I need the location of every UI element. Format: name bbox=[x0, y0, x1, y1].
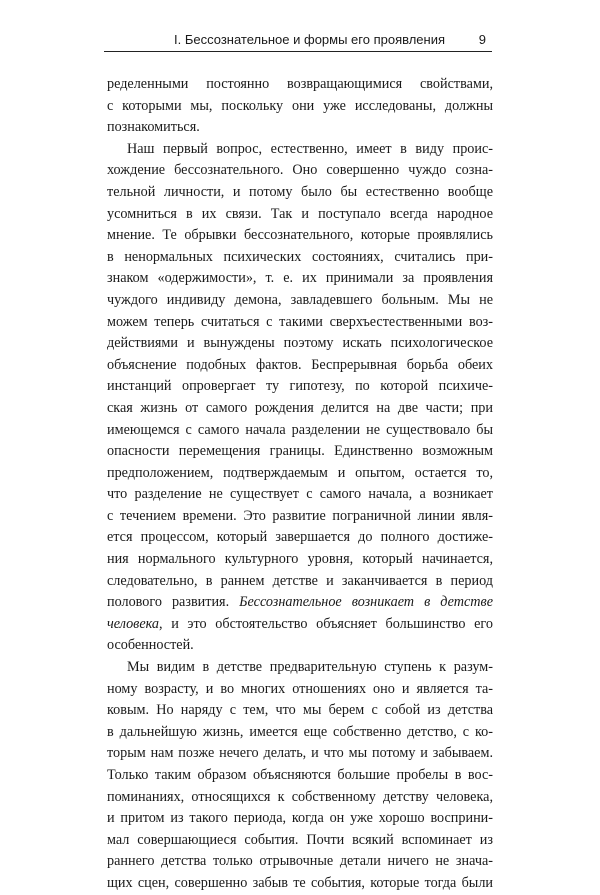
text-line-mixed bbox=[107, 592, 493, 614]
italic-segment: человека bbox=[107, 615, 159, 632]
text-line: ковым. Но наряду с тем, что мы берем с собой из детства bbox=[107, 702, 493, 719]
text-line: особенностей. bbox=[107, 637, 194, 654]
text-line: торым нам позже нечего делать, и что мы потому и забываем. bbox=[107, 745, 493, 762]
text-line: в дальнейшую жизнь, имеется еще собственно детство, с ко- bbox=[107, 723, 493, 740]
text-line: имеющемся с самого начала разделении не существовало бы bbox=[107, 421, 493, 438]
text-line: объяснение подобных фактов. Беспрерывная борьба обеих bbox=[107, 356, 493, 373]
text-line: мал совершающиеся события. Почти всякий вспоминает из bbox=[107, 831, 493, 848]
text-line: усомниться в их связи. Так и поступало всегда народное bbox=[107, 205, 493, 222]
text-line: мнение. Те обрывки бессознательного, которые проявлялись bbox=[107, 227, 493, 244]
text-line: тельной личности, и потому было бы естественно вообще bbox=[107, 183, 493, 200]
text-line: с течением времени. Это развитие пограничной линии явля- bbox=[107, 507, 493, 524]
text-line-mixed bbox=[107, 614, 493, 636]
text-line: ется процессом, который завершается до полного достиже- bbox=[107, 529, 493, 546]
text-line: опасности перемещения границы. Единственно возможным bbox=[107, 443, 493, 460]
text-line: ределенными постоянно возвращающимися свойствами, bbox=[107, 76, 493, 92]
text-line: щих сцен, совершенно забыв те события, которые тогда были bbox=[107, 874, 493, 891]
text-line: можем теперь считаться с такими сверхъестественными воз- bbox=[107, 313, 493, 330]
text-line: хождение бессознательного. Оно совершенно чуждо созна- bbox=[107, 162, 493, 179]
text-line: в ненормальных психических состояниях, считались при- bbox=[107, 248, 493, 265]
text-line: Наш первый вопрос, естественно, имеет в виду проис- bbox=[127, 140, 493, 157]
text-line: инстанций опровергает ту гипотезу, по которой психиче- bbox=[107, 378, 493, 395]
text-segment: полового развития. bbox=[107, 594, 230, 611]
text-line: ская жизнь от самого рождения делится на две части; при bbox=[107, 399, 493, 416]
page-number: 9 bbox=[478, 32, 486, 47]
text-line: что разделение не существует с самого начала, а возникает bbox=[107, 486, 493, 503]
text-line: знаком «одержимости», т. е. их принимали за проявления bbox=[107, 270, 493, 287]
text-line: следовательно, в раннем детстве и заканчивается в период bbox=[107, 572, 493, 589]
text-segment: , и это обстоятельство объясняет большинство его bbox=[159, 615, 493, 632]
text-line: Только таким образом объясняются большие пробелы в вос- bbox=[107, 767, 493, 783]
text-line: ния нормального культурного уровня, который начинается, bbox=[107, 551, 493, 568]
text-line: чуждого индивиду демона, завладевшего больным. Мы не bbox=[107, 291, 493, 308]
text-line: поминаниях, относящихся к собственному детству человека, bbox=[107, 788, 493, 805]
text-line: раннего детства только отрывочные детали ничего не значa- bbox=[107, 853, 493, 870]
text-line: ному возрасту, и во многих отношениях оно и является та- bbox=[107, 680, 493, 697]
italic-segment: Бессознательное возникает в детстве bbox=[239, 594, 493, 611]
text-line: предположением, подтверждаемым и опытом, остается то, bbox=[107, 464, 493, 481]
text-line: Мы видим в детстве предварительную ступень к разум- bbox=[127, 659, 493, 676]
text-line: и притом из такого периода, когда он уже хорошо восприни- bbox=[107, 810, 493, 827]
chapter-title: I. Бессознательное и формы его проявления bbox=[174, 32, 446, 47]
text-line: с которыми мы, поскольку они уже исследованы, должны bbox=[107, 97, 493, 114]
text-line: действиями и вынуждены поэтому искать психологическое bbox=[107, 335, 493, 352]
text-line: познакомиться. bbox=[107, 119, 200, 136]
body-text bbox=[107, 74, 493, 895]
running-header bbox=[104, 29, 492, 52]
